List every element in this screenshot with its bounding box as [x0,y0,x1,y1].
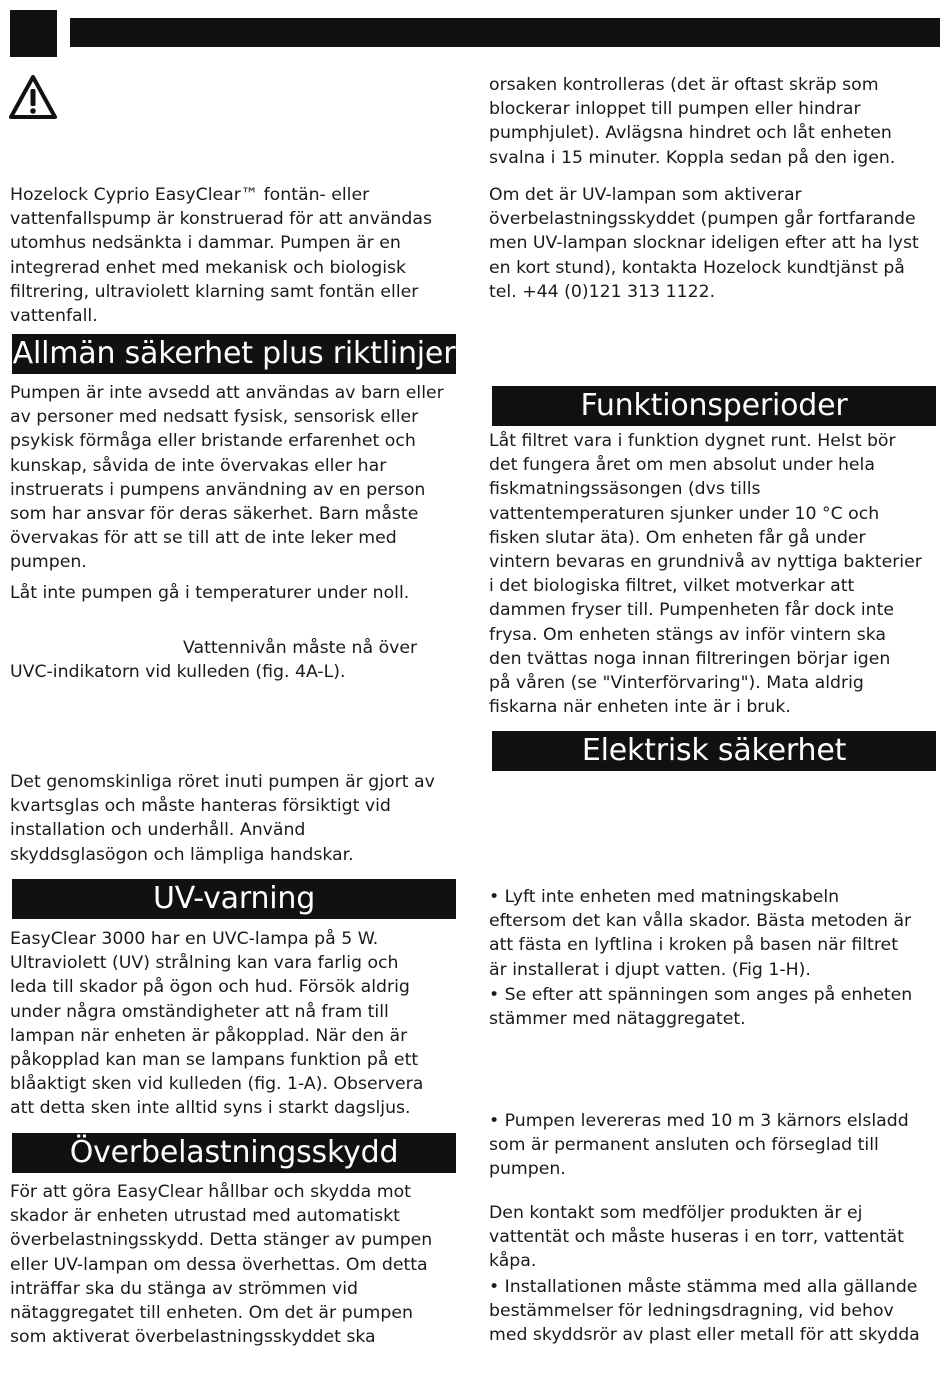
page-number-box [10,10,57,57]
safety-paragraph-4: Det genomskinliga röret inuti pumpen är gjort av kvartsglas och måste hanteras försiktigt vid installation och underhåll. Använd skyddsglasögon och lämpliga handskar. [10,772,435,865]
heading-uv-warning: UV-varning [12,879,456,919]
heading-electrical-safety: Elektrisk säkerhet [492,731,936,771]
electrical-bullet-2: • Se efter att spänningen som anges på enheten stämmer med nätaggregatet. [489,985,913,1030]
heading-general-safety: Allmän säkerhet plus riktlinjer [12,334,456,374]
operating-periods-paragraph: Låt filtret vara i funktion dygnet runt. Helst bör det fungera året om men absolut under hela fiskmatningssäsongen (dvs tills vattentemperaturen sjunker under 10 °C och fisken slutar äta). Om enheten får gå under vintern bevaras en grundnivå av nyttiga bakterier i det biologiska filtret, vilket motverkar att dammen fryser till. Pumpenheten får dock inte frysa. Om enheten stängs av inför vintern ska den tvättas noga innan filtreringen börjar igen på våren (se "Vinterförvaring"). Mata aldrig fiskarna när enheten inte är i bruk. [489,431,922,718]
heading-overload-protection: Överbelastningsskydd [12,1133,456,1173]
safety-paragraph-3b: UVC-indikatorn vid kulleden (fig. 4A-L). [10,662,346,682]
warning-triangle-icon [9,74,57,120]
intro-paragraph: Hozelock Cyprio EasyClear™ fontän- eller vattenfallspump är konstruerad för att användas utomhus nedsänkta i dammar. Pumpen är en integrerad enhet med mekanisk och biologisk filtrering, ultraviolett klarning samt fontän eller vattenfall. [10,185,432,327]
safety-paragraph-2: Låt inte pumpen gå i temperaturer under noll. [10,583,410,603]
safety-paragraph-3a: Vattennivån måste nå över [183,638,418,658]
electrical-bullet-1: • Lyft inte enheten med matningskabeln eftersom det kan vålla skador. Bästa metoden är att fästa en lyftlina i kroken på basen när filtret är installerat i djupt vatten. (Fig 1-H). [489,887,912,980]
overload-paragraph: För att göra EasyClear hållbar och skydda mot skador är enheten utrustad med automatiskt överbelastningsskydd. Detta stänger av pumpen eller UV-lampan om dessa överhettas. Om detta inträffar ska du stänga av strömmen vid nätaggregatet till enheten. Om det är pumpen som aktiverat överbelastningsskyddet ska [10,1182,433,1348]
overload-continued-paragraph: orsaken kontrolleras (det är oftast skräp som blockerar inloppet till pumpen eller hindrar pumphjulet). Avlägsna hindret och låt enheten svalna i 15 minuter. Koppla sedan på den igen. [489,75,896,168]
electrical-paragraph-4: Den kontakt som medföljer produkten är ej vattentät och måste huseras i en torr, vattentät kåpa. [489,1203,904,1272]
electrical-bullet-5: • Installationen måste stämma med alla gällande bestämmelser för ledningsdragning, vid behov med skyddsrör av plast eller metall för att skydda [489,1277,920,1346]
safety-paragraph-1: Pumpen är inte avsedd att användas av barn eller av personer med nedsatt fysisk, sensorisk eller psykisk förmåga eller bristande erfarenhet och kunskap, såvida de inte övervakas eller har instruerats i pumpens användning av en person som har ansvar för deras säkerhet. Barn måste övervakas för att se till att de inte leker med pumpen. [10,383,444,573]
header-bar [70,18,940,47]
uv-warning-paragraph: EasyClear 3000 har en UVC-lampa på 5 W. Ultraviolett (UV) strålning kan vara farlig och leda till skador på ögon och hud. Försök aldrig under några omständigheter att nå fram till lampan när enheten är påkopplad. När den är påkopplad kan man se lampans funktion på ett blåaktigt sken vid kulleden (fig. 1-A). Observera att detta sken inte alltid syns i starkt dagsljus. [10,929,424,1119]
heading-operating-periods: Funktionsperioder [492,386,936,426]
uv-lamp-overload-paragraph: Om det är UV-lampan som aktiverar överbelastningsskyddet (pumpen går fortfarande men UV-lampan slocknar ideligen efter att ha lyst en kort stund), kontakta Hozelock kundtjänst på tel. +44 (0)121 313 1122. [489,185,919,302]
electrical-bullet-3: • Pumpen levereras med 10 m 3 kärnors elsladd som är permanent ansluten och förseglad till pumpen. [489,1111,909,1180]
